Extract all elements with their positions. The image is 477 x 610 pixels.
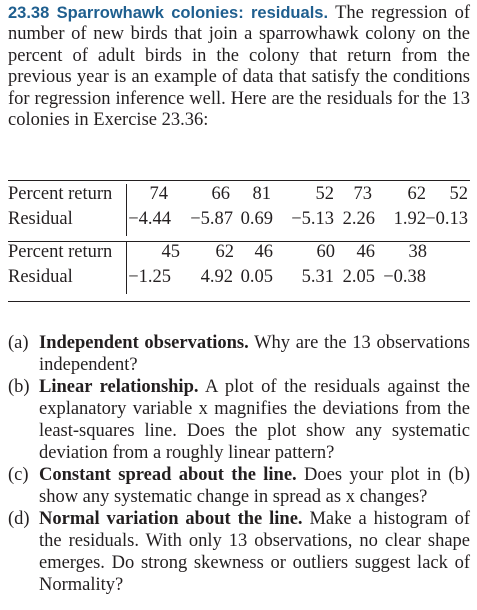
- percent-cell: 52: [449, 184, 468, 204]
- percent-cell: 73: [353, 184, 372, 204]
- residual-cell: 0.05: [240, 267, 273, 287]
- percent-cell: 81: [252, 184, 271, 204]
- question-title: Independent observations.: [39, 333, 249, 353]
- residual-cell: 5.31: [301, 267, 334, 287]
- table-divider: [126, 184, 127, 236]
- question-title: Linear relationship.: [39, 377, 199, 397]
- question-text: Why are the 13 observations independent?: [39, 333, 470, 375]
- row-label-percent: Percent return: [8, 242, 113, 262]
- question-list: [8, 332, 470, 596]
- exercise-body: The regression of number of new birds that join a sparrowhawk colony on the percent of adult birds in the colony that return from the previous year is an example of data that satisfy the conditions for regression inference well. Here are the residuals for the 13 colonies in Exercise 23.36:: [8, 3, 470, 131]
- question-label: (d): [8, 509, 30, 529]
- residual-cell: −0.38: [383, 267, 426, 287]
- residual-cell: −4.44: [128, 209, 171, 229]
- percent-cell: 66: [211, 184, 230, 204]
- residuals-table: [8, 180, 470, 302]
- question-text: Make a histogram of the residuals. With only 13 observations, no clear shape emerges. Do strong skewness or outliers suggest lack of Normality?: [39, 509, 470, 595]
- residual-cell: −0.13: [425, 209, 468, 229]
- residual-cell: −1.25: [128, 267, 171, 287]
- question-body: [39, 508, 470, 596]
- question-body: [39, 376, 470, 464]
- percent-cell: 52: [315, 184, 334, 204]
- table-divider: [126, 242, 127, 294]
- question-title: Normal variation about the line.: [39, 509, 303, 529]
- question-b: [8, 376, 470, 464]
- percent-cell: 46: [254, 242, 273, 262]
- row-label-percent: Percent return: [8, 184, 113, 204]
- question-label: (c): [8, 465, 29, 485]
- residual-cell: 2.26: [342, 209, 375, 229]
- percent-cell: 60: [316, 242, 335, 262]
- question-label: (a): [8, 333, 29, 353]
- percent-cell: 62: [215, 242, 234, 262]
- question-c: [8, 464, 470, 508]
- residual-cell: 1.92: [393, 209, 426, 229]
- table-group-1: [8, 184, 470, 234]
- residual-cell: 2.05: [342, 267, 375, 287]
- residual-cell: −5.13: [291, 209, 334, 229]
- percent-cell: 38: [408, 242, 427, 262]
- question-a: [8, 332, 470, 376]
- question-d: [8, 508, 470, 596]
- question-text: Does your plot in (b) show any systematic change in spread as x changes?: [39, 465, 470, 507]
- exercise-number: 23.38: [8, 4, 50, 22]
- percent-cell: 74: [149, 184, 168, 204]
- residual-cell: 0.69: [240, 209, 273, 229]
- residual-cell: 4.92: [200, 267, 233, 287]
- question-title: Constant spread about the line.: [39, 465, 297, 485]
- row-label-residual: Residual: [8, 267, 73, 287]
- residual-cell: −5.87: [190, 209, 233, 229]
- question-label: (b): [8, 377, 30, 397]
- percent-cell: 62: [407, 184, 426, 204]
- exercise-intro: [8, 3, 470, 131]
- exercise-title: Sparrowhawk colonies: residuals.: [56, 4, 329, 22]
- question-body: [39, 332, 470, 376]
- percent-cell: 46: [356, 242, 375, 262]
- question-text: A plot of the residuals against the explanatory variable x magnifies the deviations from the least-squares line. Does the plot show any systematic deviation from a roughly linear pattern?: [39, 377, 470, 463]
- table-group-2: [8, 241, 470, 296]
- row-label-residual: Residual: [8, 209, 73, 229]
- percent-cell: 45: [161, 242, 180, 262]
- question-body: [39, 464, 470, 508]
